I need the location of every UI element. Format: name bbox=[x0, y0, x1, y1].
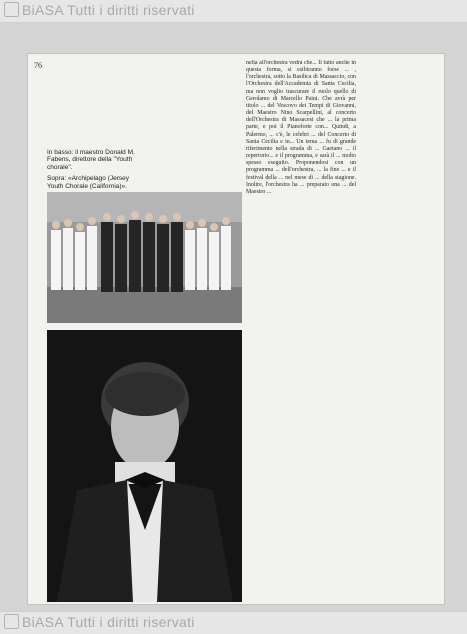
conductor-portrait-graphic bbox=[47, 330, 242, 602]
library-icon bbox=[4, 2, 19, 17]
watermark-bar-top bbox=[0, 0, 467, 23]
conductor-portrait bbox=[47, 330, 242, 602]
chorale-photo bbox=[47, 192, 242, 323]
article-column-1 bbox=[246, 60, 356, 602]
caption-conductor: In basso: il maestro Donald M. Fabens, direttore della "Youth chorale". bbox=[47, 149, 135, 171]
watermark-top-text: BiASA Tutti i diritti riservati bbox=[22, 2, 195, 18]
caption-block bbox=[47, 149, 139, 194]
page-number: 76 bbox=[34, 61, 42, 70]
library-icon bbox=[4, 614, 19, 629]
chorale-photo-graphic bbox=[47, 192, 242, 323]
watermark-bottom bbox=[4, 614, 195, 630]
article-column-2 bbox=[362, 60, 442, 602]
watermark-bottom-text: BiASA Tutti i diritti riservati bbox=[22, 614, 195, 630]
caption-chorale: Sopra: «Archipelago (Jersey Youth Chorale (California)». bbox=[47, 175, 130, 190]
watermark-bar-bottom bbox=[0, 611, 467, 634]
article-column-1-text: nella all'orchestra vedrà che... Il tutto anche in questa forma, si esibiranno forse ... , l'orchestra, sotto la Basilica di Massaccio, con l'Orchestra dell'Accademia di Santa Cecilia, ma non voglio trascurare il ruolo quello di Gerolamo di Marcello Paini. Che avrà per titolo ... del Vescovo dei Tempi di Giovanni, del Maestro Nino Scarpellini, al concerto dell'Orchestra di Massacesi che ... la prima parte, e poi il Pianoforte con... Quindi, a Palermo, ... c'è, le celebri ... del Concerto di Santa Cecilia e in... Un tema ... fu di grande riferimento nella strada di ... Gaetano ... il repertorio... e il programma, e sarà il ... molto spesso eseguito. Proponendosi con un programma ... dell'orchestra, ... la fine ... e il festival della ... nel mese di ... della stagione. Inoltre, l'orchestra ha ... preparato una ... del Maestro ... bbox=[246, 60, 356, 195]
watermark-top bbox=[4, 2, 195, 18]
